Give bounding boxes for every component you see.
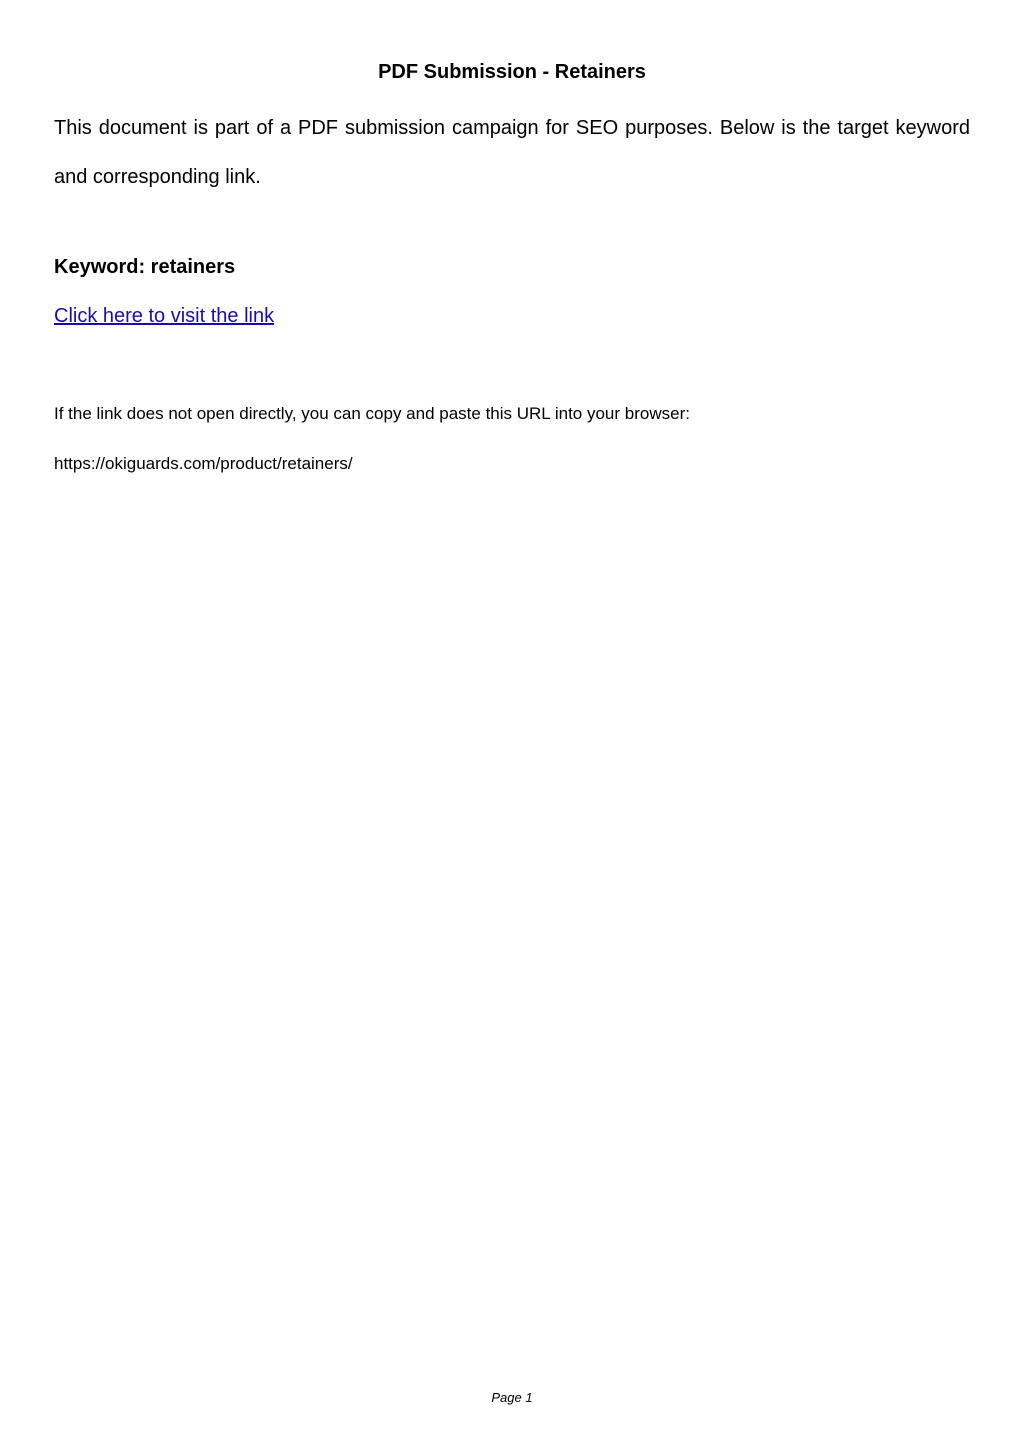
visit-link[interactable]: Click here to visit the link [54, 305, 275, 327]
page-number: Page 1 [491, 1390, 533, 1405]
plain-url-text: https://okiguards.com/product/retainers/ [54, 454, 353, 473]
keyword-heading: Keyword: retainers [54, 256, 236, 278]
intro-paragraph: This document is part of a PDF submission campaign for SEO purposes. Below is the target keyword and corresponding link. [54, 117, 970, 188]
copy-url-note: If the link does not open directly, you can copy and paste this URL into your browser: [54, 404, 690, 423]
document-title: PDF Submission - Retainers [378, 61, 646, 83]
